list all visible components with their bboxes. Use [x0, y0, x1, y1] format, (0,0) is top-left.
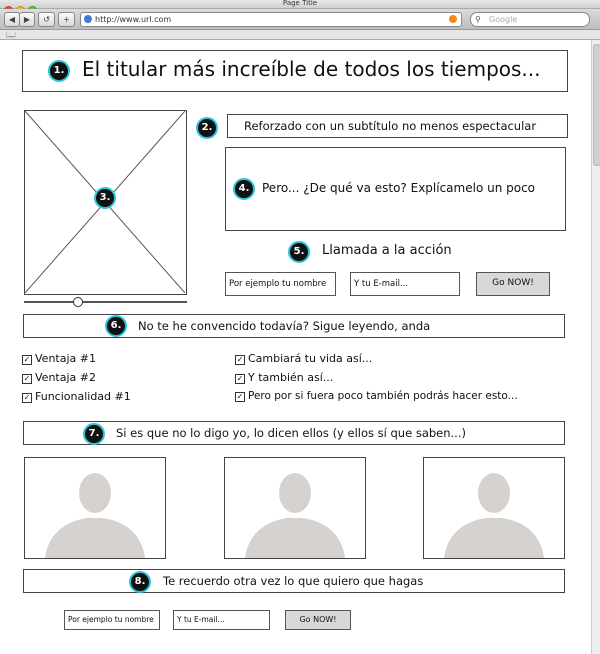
address-url: http://www.url.com [95, 15, 172, 24]
user-silhouette-icon [225, 458, 365, 558]
reminder-name-input[interactable]: Por ejemplo tu nombre [64, 610, 160, 630]
badge-3: 3. [94, 187, 116, 209]
badge-1: 1. [48, 60, 70, 82]
reminder-email-input[interactable]: Y tu E-mail... [173, 610, 270, 630]
checkbox-icon: ✓ [236, 355, 244, 364]
back-button[interactable]: ◀ [4, 12, 20, 27]
benefit-right-1: ✓ Cambiará tu vida así... [236, 352, 373, 365]
badge-7: 7. [83, 423, 105, 445]
benefit-right-3: ✓ Pero por si fuera poco también podrás hacer esto... [236, 390, 518, 402]
checkbox-icon: ✓ [236, 392, 244, 401]
reload-button[interactable]: ↺ [38, 12, 55, 27]
cta-email-input[interactable]: Y tu E-mail... [350, 272, 460, 296]
window-titlebar [0, 0, 600, 9]
scrollbar-thumb[interactable] [593, 44, 600, 166]
subtitle-text: Reforzado con un subtítulo no menos espectacular [244, 119, 537, 133]
rss-feed-icon[interactable] [449, 15, 457, 23]
checkbox-icon: ✓ [236, 374, 244, 383]
reminder-text: Te recuerdo otra vez lo que quiero que hagas [163, 574, 424, 588]
page-headline: El titular más increíble de todos los tiempos... [82, 57, 541, 81]
badge-5: 5. [288, 241, 310, 263]
media-slider[interactable] [24, 301, 187, 303]
benefit-left-1: ✓ Ventaja #1 [23, 352, 96, 365]
bookmarks-bar [0, 30, 600, 40]
testimonial-photo-2 [224, 457, 366, 559]
media-slider-handle[interactable] [73, 297, 83, 307]
badge-8: 8. [129, 571, 151, 593]
benefit-left-2: ✓ Ventaja #2 [23, 371, 96, 384]
vertical-scrollbar[interactable] [591, 40, 600, 654]
testimonials-text: Si es que no lo digo yo, lo dicen ellos (y ellos sí que saben...) [116, 426, 466, 440]
user-silhouette-icon [25, 458, 165, 558]
cta-go-button[interactable]: Go NOW! [476, 272, 550, 296]
globe-icon [84, 15, 92, 23]
benefit-left-3: ✓ Funcionalidad #1 [23, 390, 131, 403]
badge-2: 2. [196, 117, 218, 139]
book-icon[interactable]: 📖 [6, 30, 16, 39]
window-title: Page Title [282, 0, 318, 7]
address-bar[interactable] [80, 12, 462, 27]
add-bookmark-button[interactable]: + [58, 12, 75, 27]
user-silhouette-icon [424, 458, 564, 558]
browser-toolbar [0, 9, 600, 30]
cta-name-input[interactable]: Por ejemplo tu nombre [225, 272, 336, 296]
testimonial-photo-3 [423, 457, 565, 559]
badge-6: 6. [105, 315, 127, 337]
explanation-text: Pero... ¿De qué va esto? Explícamelo un poco [262, 181, 536, 195]
search-icon: ⚲ [475, 15, 481, 24]
search-placeholder: Google [489, 15, 518, 24]
search-field[interactable] [470, 12, 590, 27]
checkbox-icon: ✓ [23, 393, 31, 402]
cta-heading: Llamada a la acción [322, 243, 452, 258]
convince-text: No te he convencido todavía? Sigue leyendo, anda [138, 319, 431, 333]
checkbox-icon: ✓ [23, 355, 31, 364]
checkbox-icon: ✓ [23, 374, 31, 383]
badge-4: 4. [233, 178, 255, 200]
testimonial-photo-1 [24, 457, 166, 559]
reminder-go-button[interactable]: Go NOW! [285, 610, 351, 630]
benefit-right-2: ✓ Y también así... [236, 371, 334, 384]
forward-button[interactable]: ▶ [19, 12, 35, 27]
